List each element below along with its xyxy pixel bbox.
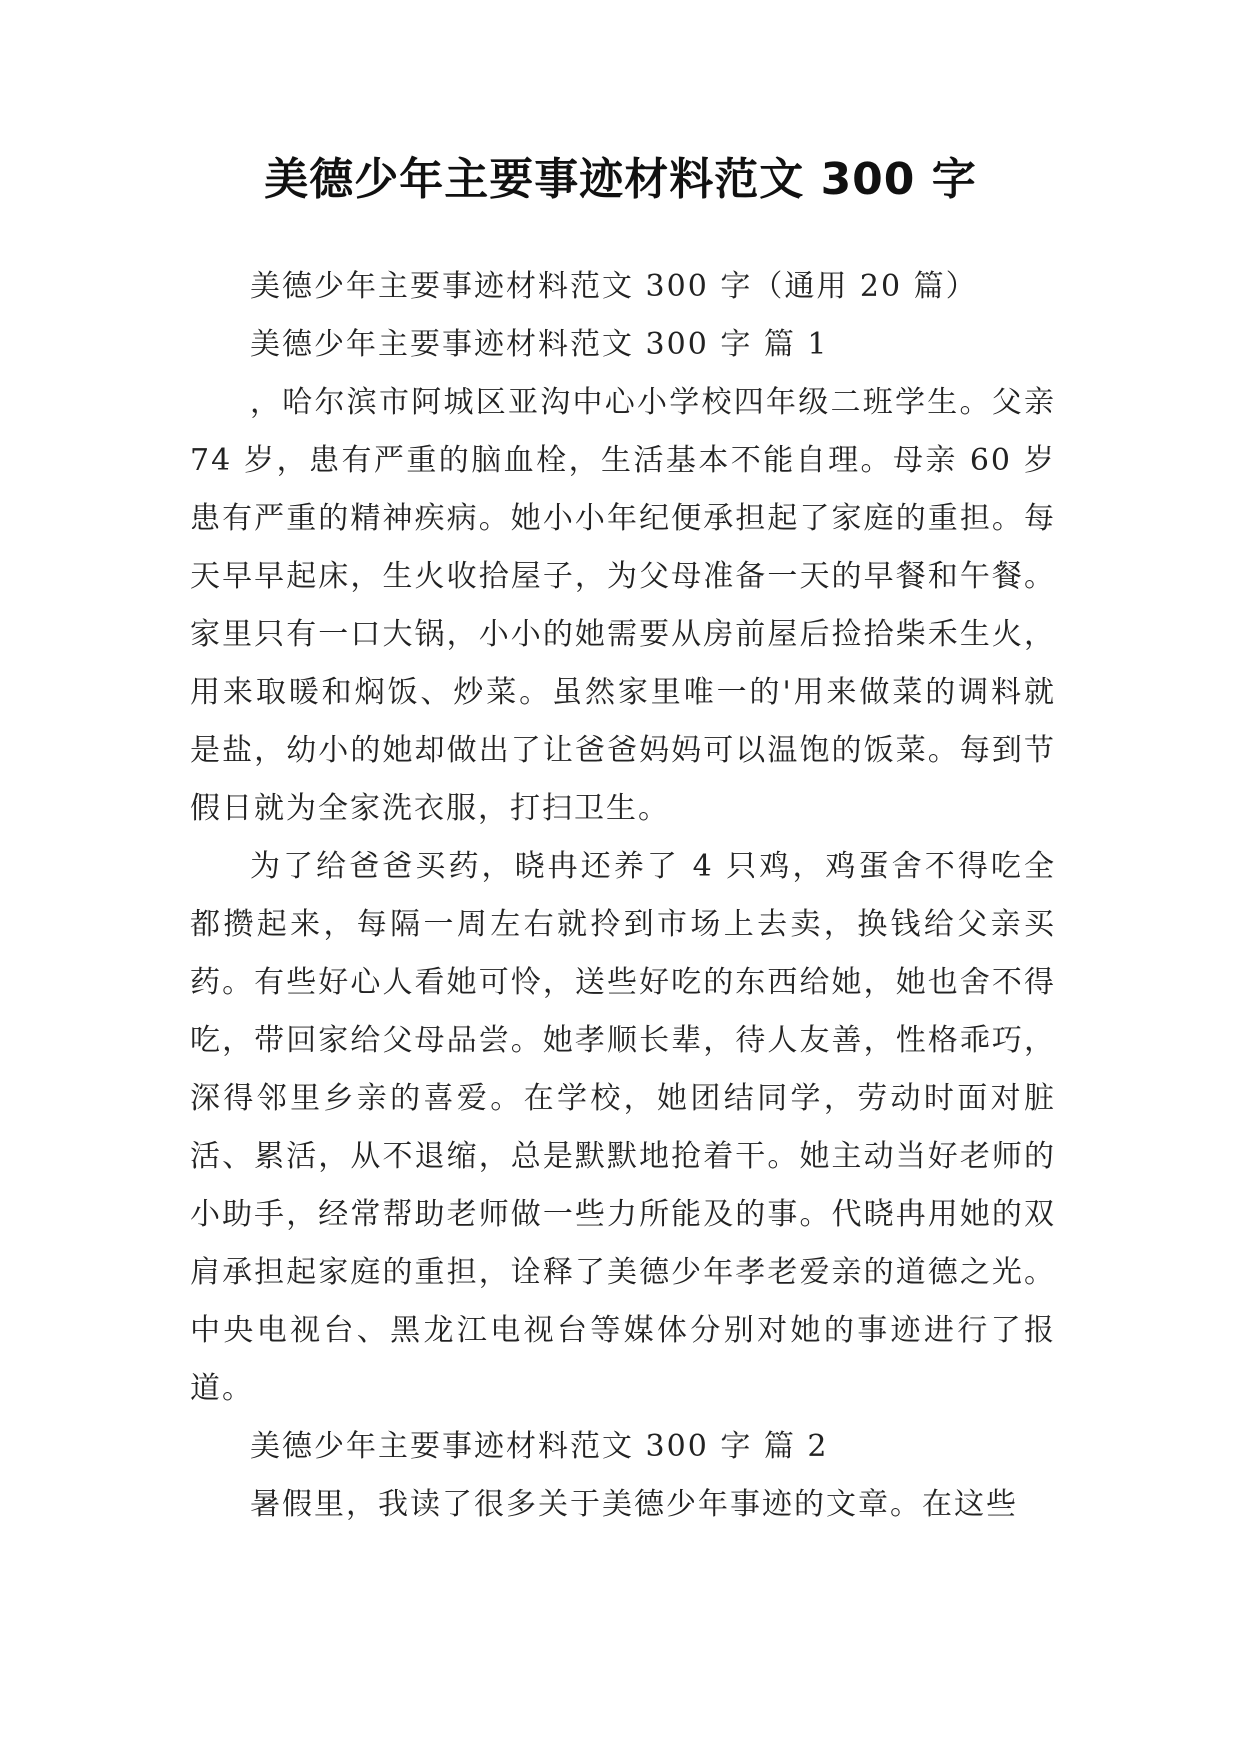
body-paragraph: 暑假里，我读了很多关于美德少年事迹的文章。在这些 (250, 1487, 1018, 1522)
subtitle-paragraph: 美德少年主要事迹材料范文 300 字（通用 20 篇） (250, 269, 978, 304)
document-title: 美德少年主要事迹材料范文 300 字 (264, 154, 977, 205)
body-paragraph: ，哈尔滨市阿城区亚沟中心小学校四年级二班学生。父亲 74 岁，患有严重的脑血栓，生活基本不能自理。母亲 60 岁患有严重的精神疾病。她小小年纪便承担起了家庭的重担。每天早早起床，生火收拾屋子，为父母准备一天的早餐和午餐。家里只有一口大锅，小小的她需要从房前屋后捡拾柴禾生火，用来取暖和焖饭、炒菜。虽然家里唯一的'用来做菜的调料就是盐，幼小的她却做出了让爸爸妈妈可以温饱的饭菜。每到节假日就为全家洗衣服，打扫卫生。 (190, 385, 1056, 826)
body-paragraph: 为了给爸爸买药，晓冉还养了 4 只鸡，鸡蛋舍不得吃全都攒起来，每隔一周左右就拎到市场上去卖，换钱给父亲买药。有些好心人看她可怜，送些好吃的东西给她，她也舍不得吃，带回家给父母品尝。她孝顺长辈，待人友善，性格乖巧，深得邻里乡亲的喜爱。在学校，她团结同学，劳动时面对脏活、累活，从不退缩，总是默默地抢着干。她主动当好老师的小助手，经常帮助老师做一些力所能及的事。代晓冉用她的双肩承担起家庭的重担，诠释了美德少年孝老爱亲的道德之光。中央电视台、黑龙江电视台等媒体分别对她的事迹进行了报道。 (190, 849, 1056, 1406)
section-heading-1: 美德少年主要事迹材料范文 300 字 篇 1 (250, 327, 829, 362)
section-heading-2: 美德少年主要事迹材料范文 300 字 篇 2 (250, 1429, 829, 1464)
document-body (190, 258, 1056, 1534)
